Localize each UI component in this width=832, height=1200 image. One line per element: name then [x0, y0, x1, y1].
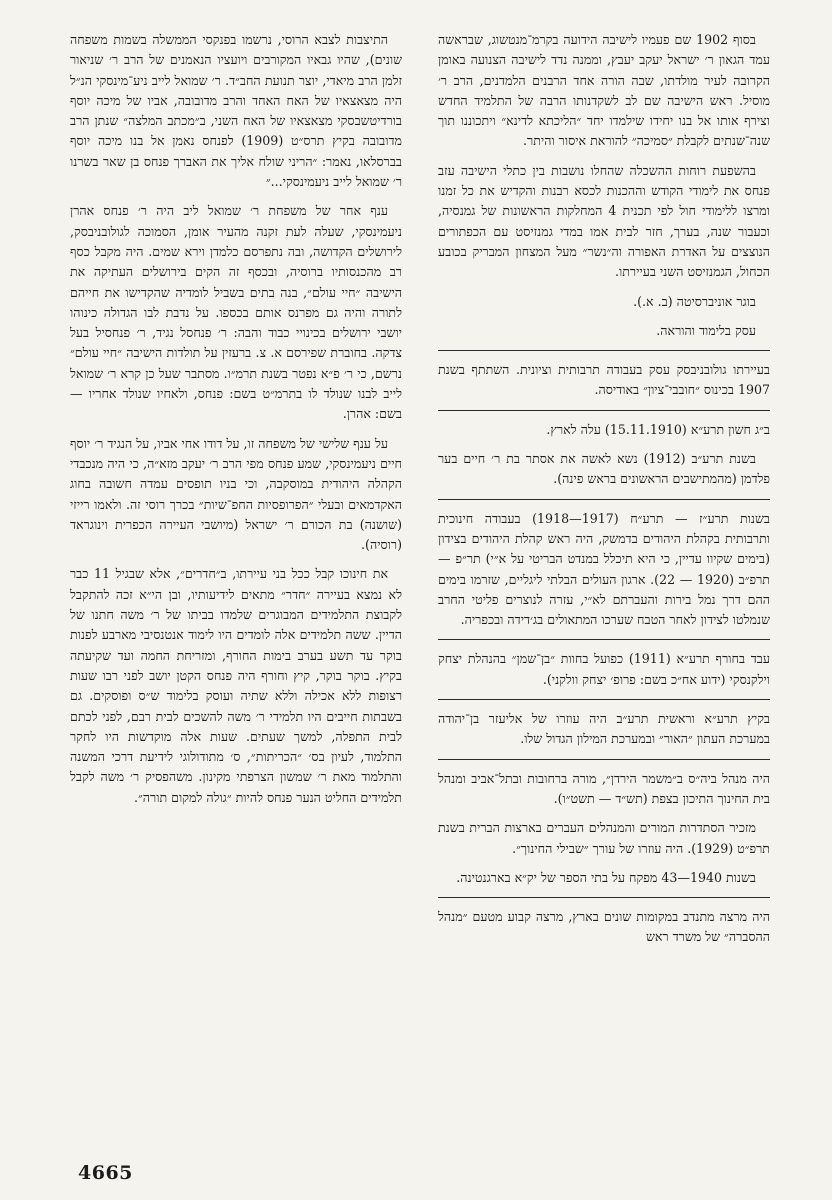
right-column-paragraph: ענף אחר של משפחת ר׳ שמואל ליב היה ר׳ פנחס אהרן ניעמינסקי, שעלה לעת זקנה מהעיר אומן, הסמוכה לגולובניבסק, לירושלים הקדושה, ובה נתפרסם כלמדן וירא שמים. היה מקבל כסף רב מהכנסותיו ברוסיה, ובכסף זה הקים בירושלים העתיקה את הישיבה ״חיי עולם״, בנה בתים בשביל לומדיה שהקדישו את חייהם לתורה והיה גם מפרנס אותם בכספו. על נדבת לבו הגדולה כינוהו יושבי ירושלים בכינויי כבוד והבה: ר׳ פנחסל נגיד, ר׳ פנחסיל בעל צדקה. בחוברת שפירסם א. צ. ברעזין על תולדות הישיבה ״חיי עולם״ נרשם, כי ר׳ פ״א נפטר בשנת תרמ״ו. מסתבר שעל כן קרא ר׳ שמואל לייב לבנו שנולד לו בתרמ״ט בשם: פנחס, ולאחיו שנולד אחריו — בשם: אהרן. — [70, 203, 402, 422]
section-rule — [438, 350, 770, 351]
left-column-paragraph: בסוף 1902 שם פעמיו לישיבה הידועה בקרמ־מנטשוג, שבראשה עמד הגאון ר׳ ישראל יעקב יעבץ, וממנה נדד לישיבה הצנועה באומן הקרובה לעיר מולדתו, שבה הורה אחד הרבנים הלמדנים, הרב ר׳ מוסיל. ראש הישיבה שם לב לשקדנותו הרבה של התלמיד החדש וצירף אותו אל בנו יחידו שילמדו יחד ״הליכתא לדינא״ ויתכוננו תוך שנה־שנתים לקבלת ״סמיכה״ להוראת איסור והיתר. — [438, 32, 770, 149]
right-column-paragraph: על ענף שלישי של משפחה זו, על דודו אחי אביו, על הנגיד ר׳ יוסף חיים ניעמינסקי, שמע פנחס מפי הרב ר׳ יעקב מזא״ה, כי היה מנכבדי הקהלה היהודית במוסקבה, וכי בניו תופסים עמדה חשובה בחוג האקדמאים ובעלי ״הפרופסיות החפ־שיות״ בכרך רוסי זה. ולאמו רייזי (שושנה) בת הכורם ר׳ ישראל (מיושבי העיירה הכפרית וינוגראד (רוסיה). — [70, 435, 402, 553]
left-column-paragraph: בוגר אוניברסיטה (ב. א.). — [633, 293, 756, 309]
text-columns — [70, 30, 770, 1150]
left-column-paragraph: בשנת תרע״ב (1912) נשא לאשה את אסתר בת ר׳ חיים בער פלדמן (מהמתישבים הראשונים בראש פינה). — [438, 451, 770, 487]
left-column-paragraph: מזכיר הסתדרות המורים והמנהלים העברים בארצות הברית בשנת תרפ״ט (1929). היה עוזרו של עורך ״שבילי החינוך״. — [438, 820, 770, 856]
left-column-paragraph: בשנות 1940—43 מפקח על בתי הספר של יק״א בארגנטינה. — [456, 869, 756, 885]
section-rule — [438, 897, 770, 898]
left-column-paragraph: היה מרצה מתנדב במקומות שונים בארץ, מרצה קבוע מטעם ״מנהל ההסברה״ של משרד ראש — [438, 909, 770, 945]
page-number: 4665 — [78, 1162, 133, 1184]
left-column-paragraph: בעיירתו גולובניבסק עסק בעבודה תרבותית וציונית. השתתף בשנת 1907 בכינוס ״חובבי־ציון״ באודיסה. — [438, 362, 770, 398]
section-rule — [438, 410, 770, 411]
section-rule — [438, 699, 770, 700]
left-column-paragraph: בהשפעת רוחות ההשכלה שהחלו נושבות בין כתלי הישיבה עזב פנחס את לימודי הקודש וההכנות לכסא רבנות והקדיש את כל זמנו ומרצו ללימודי חול לפי תכנית 4 המחלקות הראשונות של גמנסיה, וכעבור שנה, בערך, חזר לבית אמו במדי גמנזיסט עם הכפתורים הנוצצים על האדרת האפורה וה״נשר״ מעל המצחון המבריק בכובע הכחול, הגמנזיסט השני בעיירתו. — [438, 162, 770, 280]
left-column-paragraph: ב״ג חשון תרע״א (15.11.1910) עלה לארץ. — [546, 421, 770, 437]
section-rule — [438, 499, 770, 500]
left-column-paragraph: עבד בחורף תרע״א (1911) כפועל בחוות ״בן־שמן״ בהנהלת יצחק וילקנסקי (ידוע אח״כ בשם: פרופ׳ יצחק וולקני). — [438, 651, 770, 687]
section-rule — [438, 639, 770, 640]
section-rule — [438, 759, 770, 760]
left-column-paragraph: בשנות תרע״ז — תרע״ח (1917—1918) בעבודה חינוכית ותרבותית בקהלת היהודים בדמשק, היה ראש קהלת היהודים בצידון (בימים שקיוו עדיין, כי היא תיכלל במנדט הבריטי על א״י) תר״פ — תרפ״ב (1920 — 22). ארגון העולים הבלתי ליגליים, שזרמו בימים ההם דרך נמל בירות והעברתם לא״י, עזרה לנוצרים פליטי החרב שנמלטו לצידון לאחר הטבח שערכו המתאולים בג׳דידה ובכפריה. — [438, 510, 770, 628]
left-column — [438, 30, 770, 1150]
left-column-paragraph: היה מנהל ביה״ס ב״משמר הירדן״, מורה ברחובות ובתל־אביב ומנהל בית החינוך התיכון בצפת (תש״ד — תשט״ו). — [438, 770, 770, 806]
left-column-paragraph: בקיץ תרע״א וראשית תרע״ב היה עוזרו של אליעזר בן־יהודה במערכת העתון ״האור״ ובמערכת המילון הגדול שלו. — [438, 711, 770, 747]
left-column-paragraph: עסק בלימוד והוראה. — [656, 322, 756, 338]
right-column — [70, 30, 402, 1150]
right-column-paragraph: התיצבות לצבא הרוסי, נרשמו בפנקסי הממשלה בשמות משפחה שונים), שהיו גבאיו המקורבים ויועציו הנאמנים של הרב ר׳ שניאור זלמן הרב מיאדי, יוצר תנועת החב״ד. ר׳ שמואל לייב ניע־מינסקי הנ״ל היה מצאצאיו של האח האחד והרב מדובובה, אביו של מיכה יוסף בורדיטשבסקי מצאצאיו של האח השני, ב״מכתב המלצה״ שנתן הרב מדובובה בקיץ תרס״ט (1909) לפנחס נאמן אל בנו מיכה יוסף בברסלאו, נאמר: ״הריני שולח אליך את האברך פנחס בן שאר בשרנו ר׳ שמואל לייב ניעמינסקי...״ — [70, 32, 402, 190]
right-column-paragraph: את חינוכו קבל ככל בני עיירתו, ב״חדרים״, אלא שבגיל 11 כבר לא נמצא בעיירה ״חדר״ מתאים לידיעותיו, ובן הי״א זכה להתקבל לקבוצת התלמידים המבוגרים שלמדו בביתו של ר׳ משה חתנו של הדיין. ששה תלמידים אלה לומדים היו לימוד אנטנסיבי מארבע לפנות בוקר עד תשע בערב בימות החורף, ומזריחת החמה ועד שקיעתה בקיץ. בוקר בוקר, קיץ וחורף היה פנחס הקטן יושב לפני רבו שעות רצופות ללא אכילה וללא שתיה ועוסק בלימוד ש״ס ופוסקים. גם בשבתות חייבים היו תלמידי ר׳ משה להשכים לבית רבם, לפני לכתם לבית התפלה, למשך שעתים. שעות אלה מוקדשות היו לחקר התלמוד, לעיון בס׳ ״הכריתות״, ס׳ מתודולוגי לידיעת דרכי המשנה והתלמוד מאת ר׳ שמשון הצרפתי מקינון. משהפסיק ר׳ משה לקבל תלמידים החליט הנער פנחס להיות ״גולה למקום תורה״. — [70, 566, 402, 805]
